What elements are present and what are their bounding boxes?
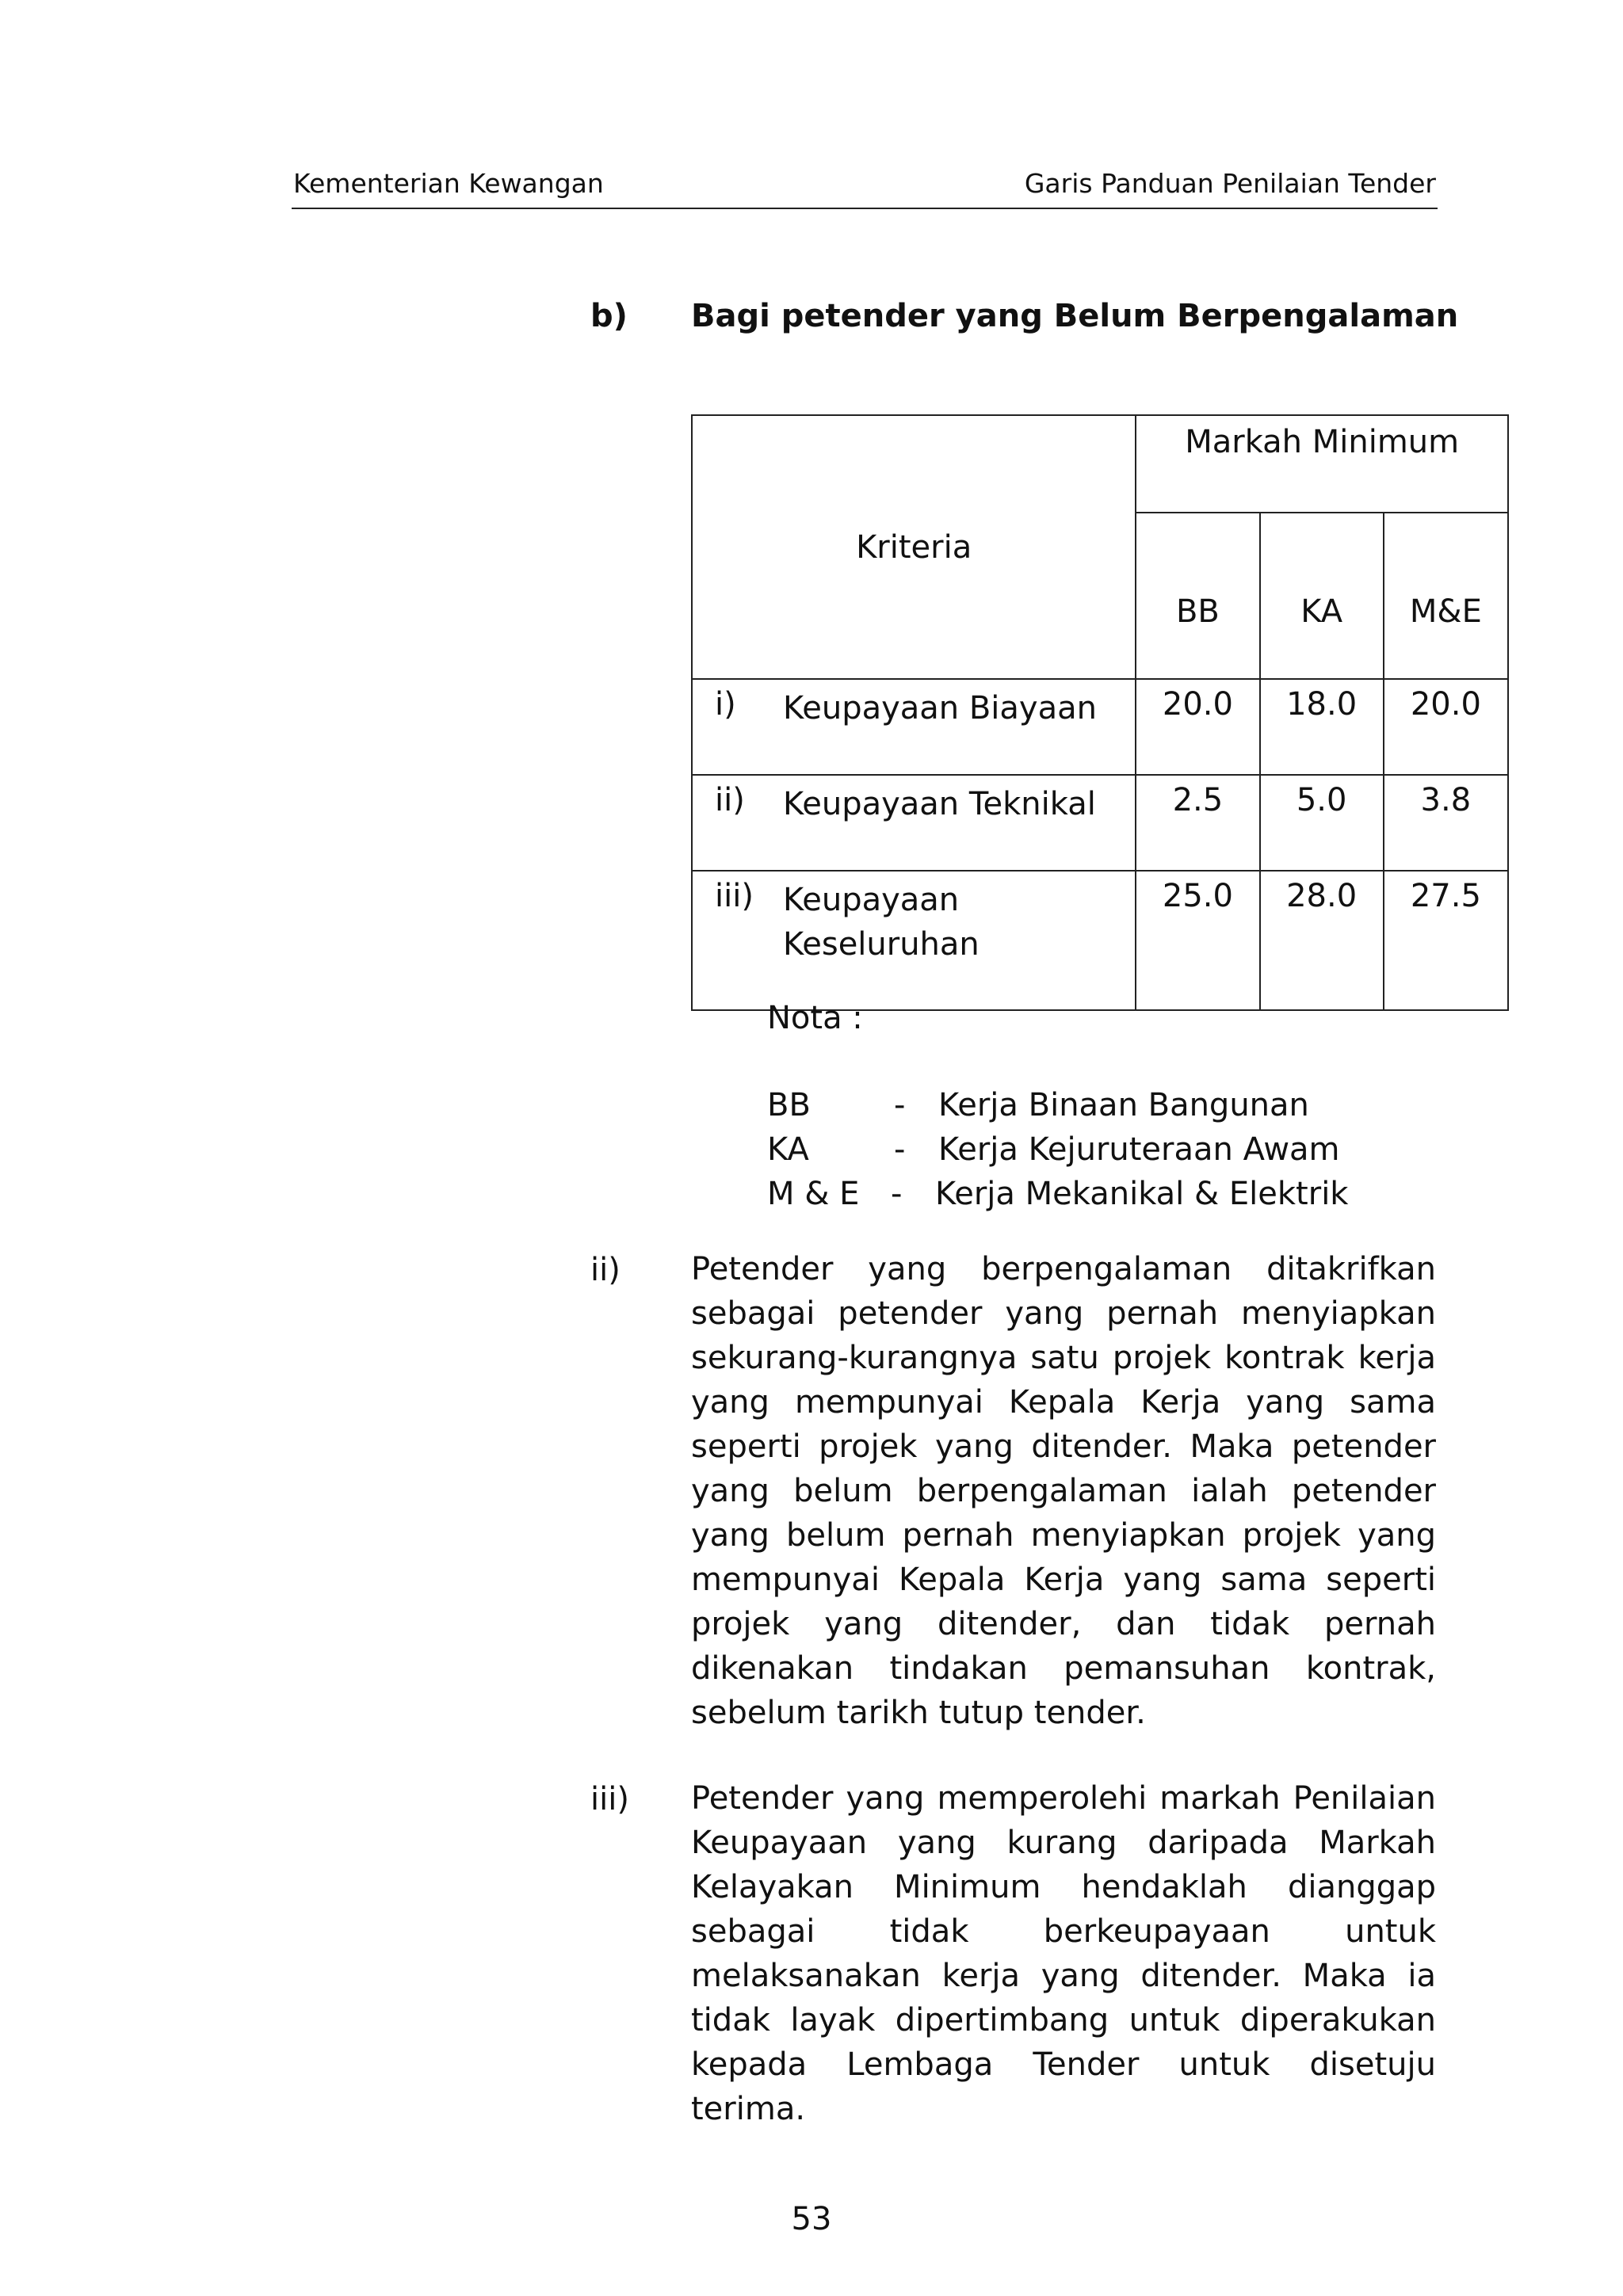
nota-desc: Kerja Binaan Bangunan [938, 1087, 1309, 1123]
column-header-bb: BB [1136, 513, 1259, 679]
nota-dash: - [894, 1087, 906, 1123]
row-label: Keupayaan Teknikal [783, 786, 1096, 822]
row-number: i) [715, 686, 736, 723]
row-label-line: Keseluruhan [783, 926, 980, 963]
paragraph-text: Petender yang berpengalaman ditakrifkan sebagai petender yang pernah menyiapkan sekurang-kurangnya satu projek kontrak kerja yang mempunyai Kepala Kerja yang sama seperti projek yang ditender. Maka petender yang belum berpengalaman ialah petender yang belum pernah menyiapkan projek yang mempunyai Kepala Kerja yang sama seperti projek yang ditender, dan tidak pernah dikenakan tindakan pemansuhan kontrak, sebelum tarikh tutup tender. [691, 1251, 1436, 1731]
nota-item [767, 1131, 1340, 1168]
cell-value: 18.0 [1260, 679, 1384, 775]
row-label: Keupayaan Biayaan [783, 690, 1097, 727]
header-divider [292, 208, 1438, 209]
nota-dash: - [894, 1131, 906, 1168]
table-row [692, 679, 1508, 775]
section-title: Bagi petender yang Belum Berpengalaman [691, 298, 1459, 334]
cell-value: 25.0 [1136, 871, 1259, 1010]
header-ministry: Kementerian Kewangan [293, 168, 604, 199]
row-number: iii) [715, 878, 754, 914]
nota-desc: Kerja Mekanikal & Elektrik [935, 1176, 1349, 1212]
nota-desc: Kerja Kejuruteraan Awam [938, 1131, 1340, 1168]
section-letter: b) [590, 298, 628, 334]
criteria-header: Kriteria [692, 415, 1136, 679]
cell-value: 28.0 [1260, 871, 1384, 1010]
minimum-marks-table [691, 414, 1509, 1011]
row-label-line: Keupayaan [783, 882, 960, 918]
paragraph-text: Petender yang memperolehi markah Penilaian Keupayaan yang kurang daripada Markah Kelayakan Minimum hendaklah dianggap sebagai tidak berkeupayaan untuk melaksanakan kerja yang ditender. Maka ia tidak layak dipertimbang untuk diperakukan kepada Lembaga Tender untuk disetuju terima. [691, 1780, 1436, 2127]
row-number: ii) [715, 782, 745, 818]
minimum-marks-header: Markah Minimum [1136, 415, 1508, 513]
nota-abbr: KA [767, 1131, 809, 1168]
cell-value: 5.0 [1260, 775, 1384, 871]
column-header-ka: KA [1260, 513, 1384, 679]
nota-item [767, 1087, 1309, 1123]
cell-value: 20.0 [1136, 679, 1259, 775]
column-header-me: M&E [1384, 513, 1508, 679]
table-row [692, 775, 1508, 871]
nota-abbr: M & E [767, 1176, 860, 1212]
nota-abbr: BB [767, 1087, 811, 1123]
cell-value: 3.8 [1384, 775, 1508, 871]
header-document-title: Garis Panduan Penilaian Tender [1024, 168, 1436, 199]
nota-item [767, 1176, 1348, 1212]
cell-value: 20.0 [1384, 679, 1508, 775]
row-label [783, 878, 1116, 967]
paragraph-number: iii) [590, 1781, 629, 1817]
nota-title: Nota : [767, 1000, 863, 1036]
table-row [692, 871, 1508, 1010]
nota-dash: - [891, 1176, 903, 1212]
cell-value: 2.5 [1136, 775, 1259, 871]
paragraph-number: ii) [590, 1252, 621, 1288]
cell-value: 27.5 [1384, 871, 1508, 1010]
page-number: 53 [791, 2201, 832, 2237]
